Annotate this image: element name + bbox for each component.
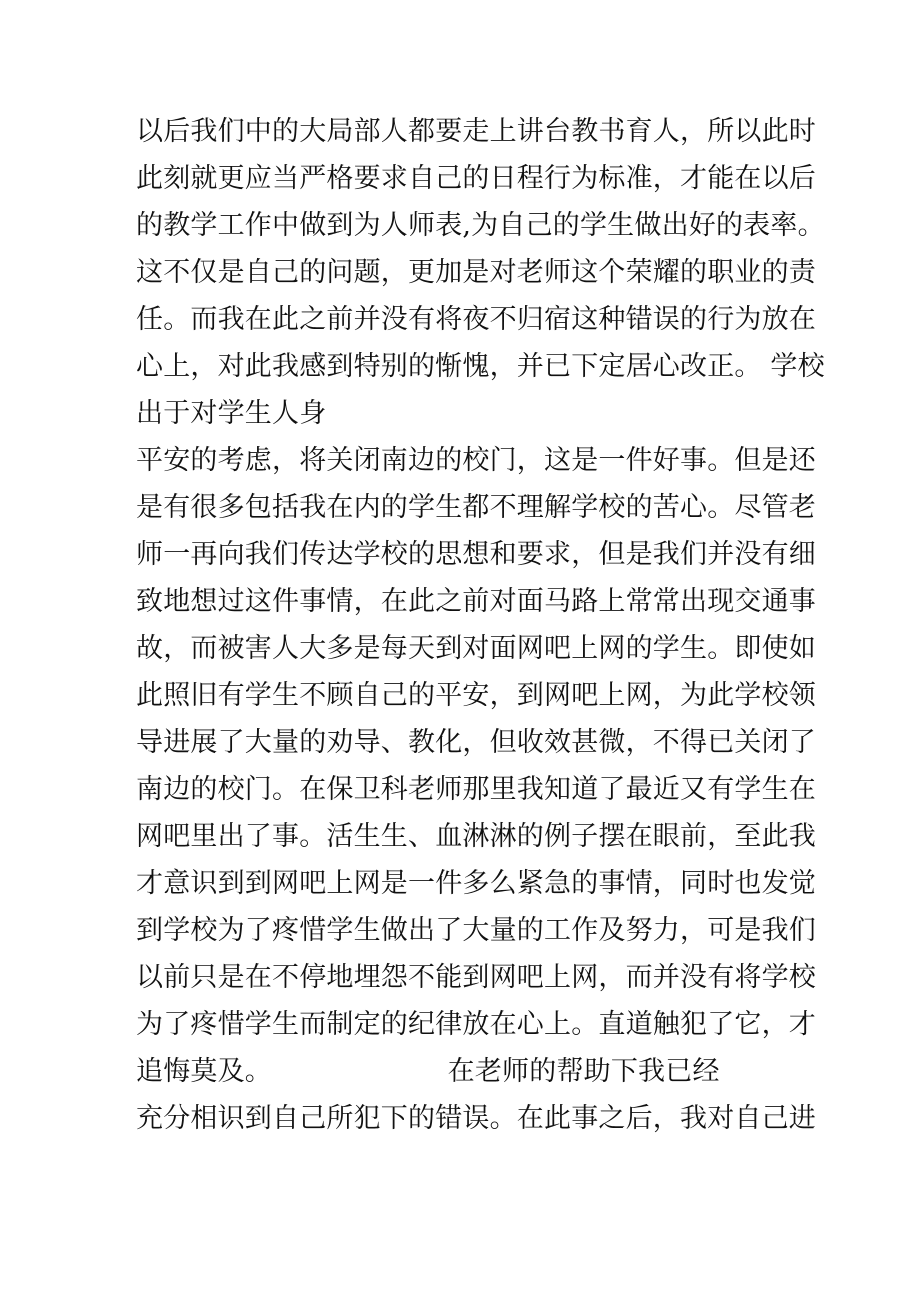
text-line: 追悔莫及。 在老师的帮助下我已经 (136, 1056, 720, 1087)
text-line: 此照旧有学生不顾自己的平安，到网吧上网，为此学校领 (136, 680, 816, 711)
text-line: 才意识到到网吧上网是一件多么紧急的事情，同时也发觉 (136, 868, 816, 899)
text-line: 任。而我在此之前并没有将夜不归宿这种错误的行为放在 (136, 304, 816, 335)
text-line: 以前只是在不停地埋怨不能到网吧上网，而并没有将学校 (136, 962, 816, 993)
text-line: 是有很多包括我在内的学生都不理解学校的苦心。尽管老 (136, 492, 816, 523)
text-line: 的教学工作中做到为人师表,为自己的学生做出好的表率。 (136, 210, 825, 241)
text-line: 以后我们中的大局部人都要走上讲台教书育人，所以此时 (136, 116, 816, 147)
text-line: 导进展了大量的劝导、教化，但收效甚微，不得已关闭了 (136, 727, 816, 758)
text-line: 到学校为了疼惜学生做出了大量的工作及努力，可是我们 (136, 915, 816, 946)
text-line: 为了疼惜学生而制定的纪律放在心上。直道触犯了它，才 (136, 1009, 816, 1040)
text-line: 此刻就更应当严格要求自己的日程行为标准，才能在以后 (136, 163, 816, 194)
text-line: 致地想过这件事情，在此之前对面马路上常常出现交通事 (136, 586, 816, 617)
text-line: 师一再向我们传达学校的思想和要求，但是我们并没有细 (136, 539, 816, 570)
text-line: 故，而被害人大多是每天到对面网吧上网的学生。即使如 (136, 633, 816, 664)
text-line: 平安的考虑，将关闭南边的校门，这是一件好事。但是还 (136, 445, 816, 476)
text-line: 网吧里出了事。活生生、血淋淋的例子摆在眼前，至此我 (136, 821, 816, 852)
body-text (136, 108, 836, 1142)
text-line: 心上，对此我感到特别的惭愧，并已下定居心改正。 学校 (136, 351, 825, 382)
text-line: 出于对学生人身 (136, 398, 327, 429)
text-line: 这不仅是自己的问题，更加是对老师这个荣耀的职业的责 (136, 257, 816, 288)
text-line: 充分相识到自己所犯下的错误。在此事之后，我对自己进 (136, 1103, 816, 1134)
text-line: 南边的校门。在保卫科老师那里我知道了最近又有学生在 (136, 774, 816, 805)
